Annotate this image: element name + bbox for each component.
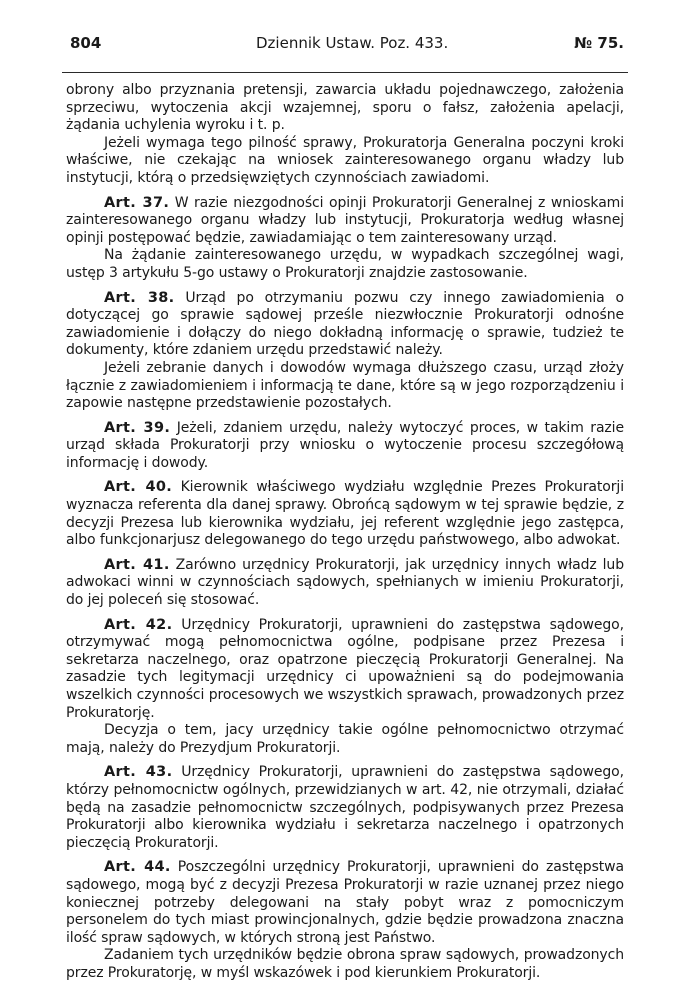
journal-title: Dziennik Ustaw. Poz. 433. [256, 34, 449, 52]
paragraph-text: Kierownik właściwego wydziału względnie Prezes Prokuratorji wyznacza referenta dla danej sprawy. Obrońcą sądowym w tej sprawie będzie, z decyzji Prezesa lub kierownika wydziału, jej referent względnie jego zastępca, albo funkcjonarjusz delegowanego do tego urzędu państwowego, albo adwokat. [66, 479, 624, 549]
article-paragraph [66, 195, 624, 248]
paragraph-text: Urzędnicy Prokuratorji, uprawnieni do zastępstwa sądowego, otrzymywać mogą pełnomocnictwa ogólne, podpisane przez Prezesa i sekretarza naczelnego, oraz opatrzone pieczęcią Prokuratorji Generalnej. Na zasadzie tych legitymacji urzędnicy ci upoważnieni są do podejmowania wszelkich czynności procesowych we wszystkich sprawach, prowadzonych przez Prokuratorję. [66, 616, 624, 721]
paragraph-text: Urzędnicy Prokuratorji, uprawnieni do zastępstwa sądowego, którzy pełnomocnictw ogólnych, przewidzianych w art. 42, nie otrzymali, działać będą na zasadzie pełnomocnictw szczególnych, podpisywanych przez Prezesa Prokuratorji albo kierownika wydziału i sekretarza naczelnego i opatrzonych pieczęcią Prokuratorji. [66, 764, 624, 851]
article-label: Art. 43. [104, 764, 173, 781]
article-paragraph [66, 420, 624, 473]
paragraph-text: Na żądanie zainteresowanego urzędu, w wypadkach szczególnej wagi, ustęp 3 artykułu 5-go ustawy o Prokuratorji znajdzie zastosowanie. [66, 247, 624, 281]
paragraph [66, 135, 624, 188]
running-header [66, 34, 626, 60]
article-label: Art. 42. [104, 616, 173, 633]
article-label: Art. 37. [104, 194, 170, 211]
paragraph [66, 360, 624, 413]
document-body [66, 82, 624, 983]
paragraph-text: Jeżeli wymaga tego pilność sprawy, Prokuratorja Generalna poczyni kroki właściwe, nie czekając na wniosek zainteresowanego organu władzy lub instytucji, którą o przedsięwziętych czynnościach zawiadomi. [66, 134, 624, 186]
paragraph-text: W razie niezgodności opinji Prokuratorji Generalnej z wnioskami zainteresowanego organu władzy lub instytucji, Prokuratorja według własnej opinji postępować będzie, zawiadamiając o tem zainteresowany urząd. [66, 194, 624, 246]
paragraph-text: Urząd po otrzymaniu pozwu czy innego zawiadomienia o dotyczącej go sprawie sądowej prześle niezwłocznie Prokuratorji odnośne zawiadomienie i dołączy do niego dokładną informację o sprawie, tudzież te dokumenty, które zdaniem urzędu przedstawić należy. [66, 289, 624, 359]
article-paragraph [66, 617, 624, 723]
paragraph [66, 722, 624, 757]
paragraph-text: Jeżeli zebranie danych i dowodów wymaga dłuższego czasu, urząd złoży łącznie z zawiadomieniem i informacją te dane, które są w jego rozporządzeniu i zapowie następne przedstawienie pozostałych. [66, 359, 624, 412]
header-rule [62, 72, 628, 73]
article-paragraph [66, 859, 624, 947]
article-label: Art. 38. [104, 289, 175, 306]
paragraph [66, 247, 624, 282]
paragraph-text: Poszczególni urzędnicy Prokuratorji, uprawnieni do zastępstwa sądowego, mogą być z decyzji Prezesa Prokuratorji w razie uznanej przez niego koniecznej potrzeby delegowani na stały pobyt wraz z pomocniczym personelem do tych miast prowincjonalnych, gdzie będzie prowadzona znaczna ilość spraw sądowych, w których stroną jest Państwo. [66, 859, 624, 946]
article-label: Art. 39. [104, 419, 171, 436]
issue-number: № 75. [574, 34, 624, 52]
article-paragraph [66, 290, 624, 360]
paragraph-text: obrony albo przyznania pretensji, zawarcia układu pojednawczego, założenia sprzeciwu, wytoczenia akcji wzajemnej, sporu o fałsz, założenia apelacji, żądania uchylenia wyroku i t. p. [66, 82, 624, 134]
paragraph-text: Jeżeli, zdaniem urzędu, należy wytoczyć proces, w takim razie urząd składa Prokuratorji przy wniosku o wytoczenie procesu szczegółową informację i dowody. [66, 419, 624, 471]
paragraph [66, 947, 624, 982]
article-paragraph [66, 479, 624, 549]
article-label: Art. 40. [104, 479, 173, 496]
article-paragraph [66, 764, 624, 852]
page-number: 804 [70, 34, 102, 52]
paragraph-text: Decyzja o tem, jacy urzędnicy takie ogólne pełnomocnictwo otrzymać mają, należy do Prezydjum Prokuratorji. [66, 722, 624, 756]
article-paragraph [66, 557, 624, 610]
paragraph-text: Zadaniem tych urzędników będzie obrona spraw sądowych, prowadzonych przez Prokuratorję, w myśl wskazówek i pod kierunkiem Prokuratorji. [66, 947, 624, 981]
article-label: Art. 44. [104, 859, 171, 876]
paragraph-text: Zarówno urzędnicy Prokuratorji, jak urzędnicy innych władz lub adwokaci winni w czynnościach sądowych, spełnianych w imieniu Prokuratorji, do jej poleceń się stosować. [66, 556, 624, 609]
paragraph [66, 82, 624, 135]
article-label: Art. 41. [104, 556, 170, 573]
